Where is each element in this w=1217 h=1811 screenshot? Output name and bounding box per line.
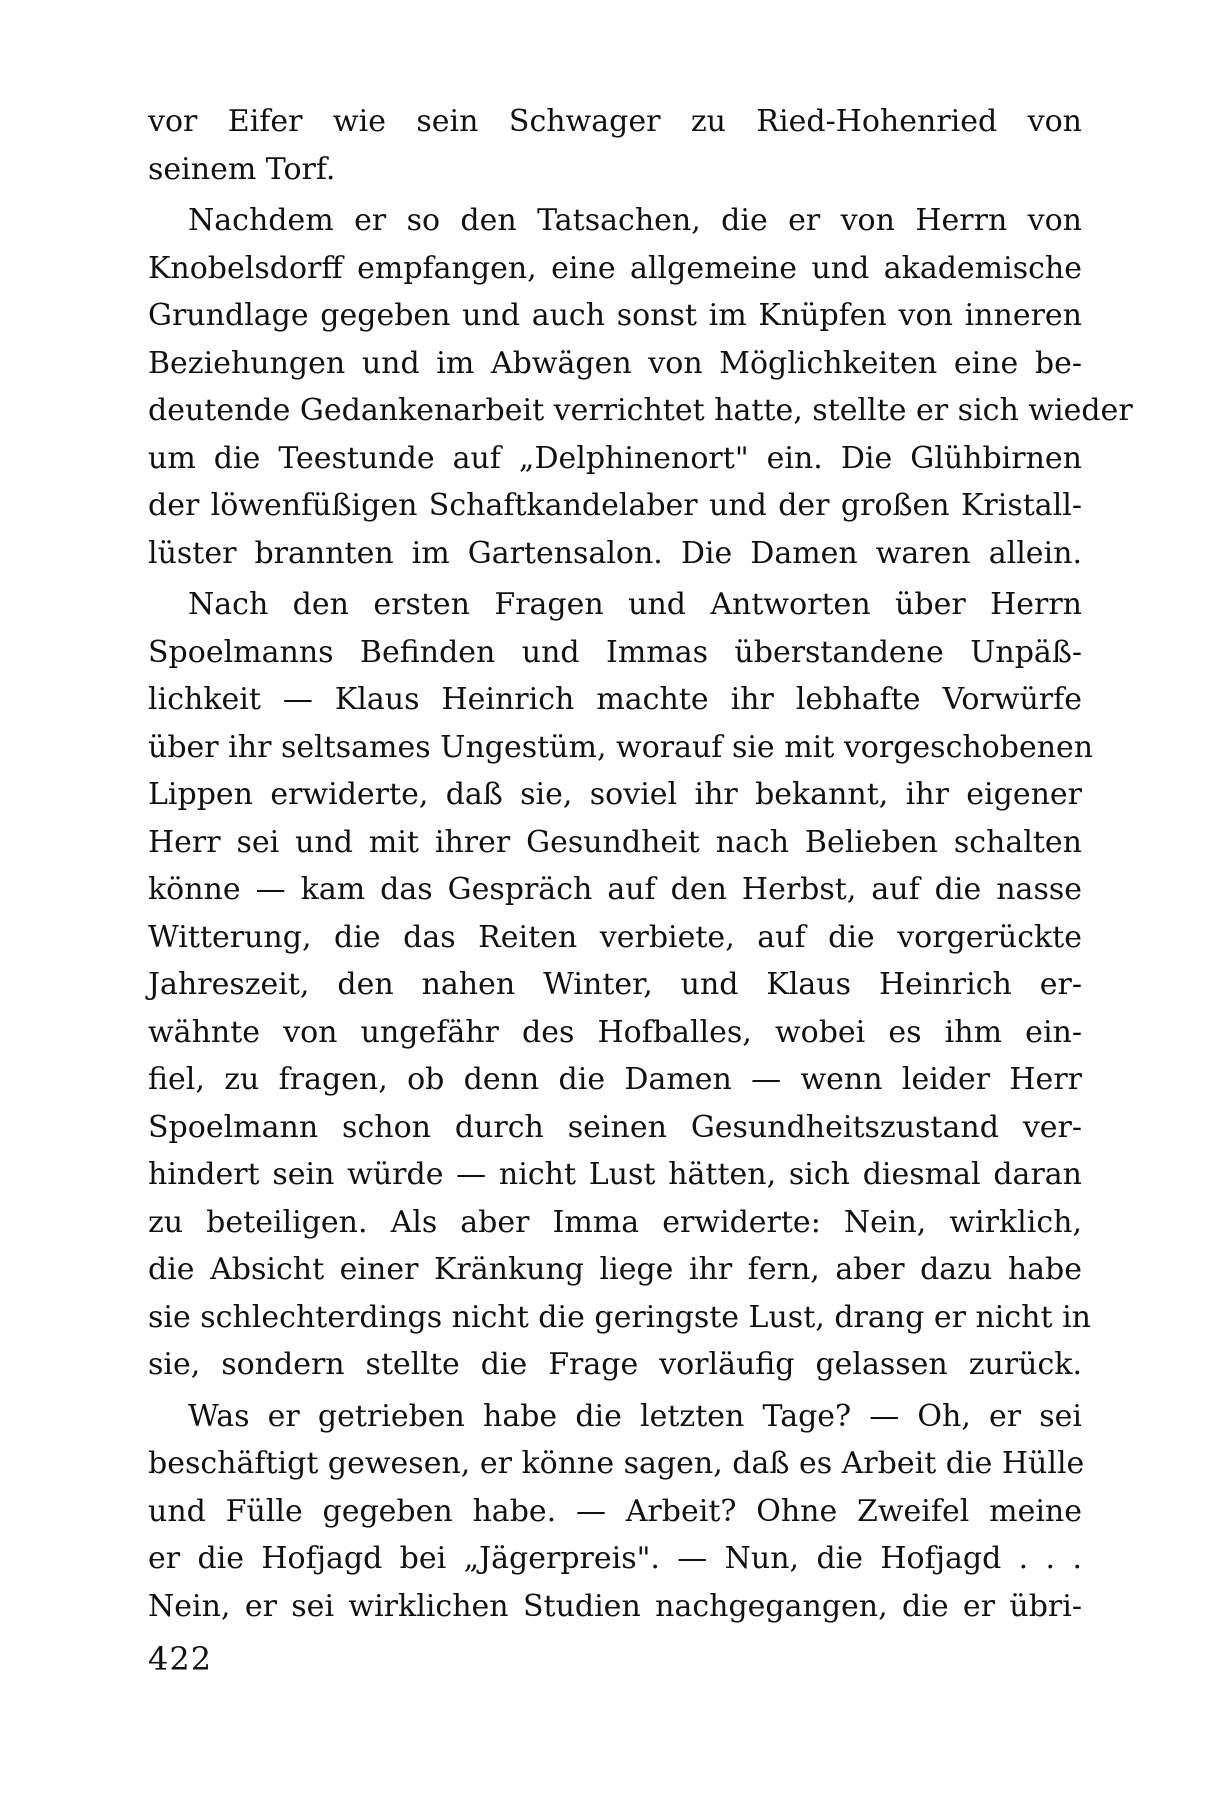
paragraph-4: [148, 1393, 1085, 1631]
text-line: hindert sein würde — nicht Lust hätten, sich diesmal daran: [148, 1157, 1082, 1192]
text-line: Nachdem er so den Tatsachen, die er von Herrn von: [188, 203, 1082, 238]
paragraph-2: [148, 197, 1133, 577]
page-number: 422: [148, 1640, 213, 1678]
text-line: und Fülle gegeben habe. — Arbeit? Ohne Zweifel meine: [148, 1493, 1082, 1529]
text-line: der löwenfüßigen Schaftkandelaber und der großen Kristall-: [148, 488, 1082, 523]
paragraph-1: [148, 98, 1082, 193]
text-line: sie schlechterdings nicht die geringste Lust, drang er nicht in: [148, 1299, 1091, 1335]
text-line: zu beteiligen. Als aber Imma erwiderte: Nein, wirklich,: [148, 1204, 1082, 1240]
text-line: Beziehungen und im Abwägen von Möglichkeiten eine be-: [148, 345, 1082, 381]
text-line: er die Hofjagd bei „Jägerpreis". — Nun, die Hofjagd . . .: [148, 1541, 1082, 1576]
text-line: um die Teestunde auf „Delphinenort" ein. Die Glühbirnen: [148, 440, 1082, 476]
text-line: Knobelsdorff empfangen, eine allgemeine und akademische: [148, 250, 1082, 286]
text-line: Nach den ersten Fragen und Antworten über Herrn: [188, 587, 1082, 622]
page-text: [148, 98, 1133, 1634]
text-line: seinem Torf.: [148, 151, 336, 187]
text-line: könne — kam das Gespräch auf den Herbst, auf die nasse: [148, 872, 1082, 907]
text-line: Herr sei und mit ihrer Gesundheit nach Belieben schalten: [148, 824, 1082, 860]
text-line: Lippen erwiderte, daß sie, soviel ihr bekannt, ihr eigener: [148, 777, 1082, 812]
text-line: deutende Gedankenarbeit verrichtet hatte, stellte er sich wieder: [148, 393, 1133, 428]
text-line: Was er getrieben habe die letzten Tage? — Oh, er sei: [188, 1398, 1082, 1434]
text-line: Grundlage gegeben und auch sonst im Knüpfen von inneren: [148, 298, 1082, 333]
text-line: Spoelmann schon durch seinen Gesundheitszustand ver-: [148, 1109, 1082, 1145]
text-line: lüster brannten im Gartensalon. Die Damen waren allein.: [148, 535, 1082, 571]
text-line: fiel, zu fragen, ob denn die Damen — wenn leider Herr: [148, 1062, 1082, 1097]
text-line: über ihr seltsames Ungestüm, worauf sie mit vorgeschobenen: [148, 729, 1094, 765]
text-line: vor Eifer wie sein Schwager zu Ried-Hohenried von: [148, 104, 1082, 139]
text-line: Spoelmanns Befinden und Immas überstandene Unpäß-: [148, 634, 1082, 670]
text-line: Jahreszeit, den nahen Winter, und Klaus Heinrich er-: [148, 967, 1082, 1002]
text-line: beschäftigt gewesen, er könne sagen, daß es Arbeit die Hülle: [148, 1446, 1085, 1481]
text-line: die Absicht einer Kränkung liege ihr fern, aber dazu habe: [148, 1252, 1082, 1287]
text-line: lichkeit — Klaus Heinrich machte ihr lebhafte Vorwürfe: [148, 682, 1082, 717]
paragraph-3: [148, 581, 1094, 1389]
text-line: sie, sondern stellte die Frage vorläufig gelassen zurück.: [148, 1347, 1082, 1382]
text-line: Nein, er sei wirklichen Studien nachgegangen, die er übri-: [148, 1588, 1082, 1624]
text-line: wähnte von ungefähr des Hofballes, wobei es ihm ein-: [148, 1014, 1082, 1050]
text-line: Witterung, die das Reiten verbiete, auf die vorgerückte: [148, 919, 1082, 955]
